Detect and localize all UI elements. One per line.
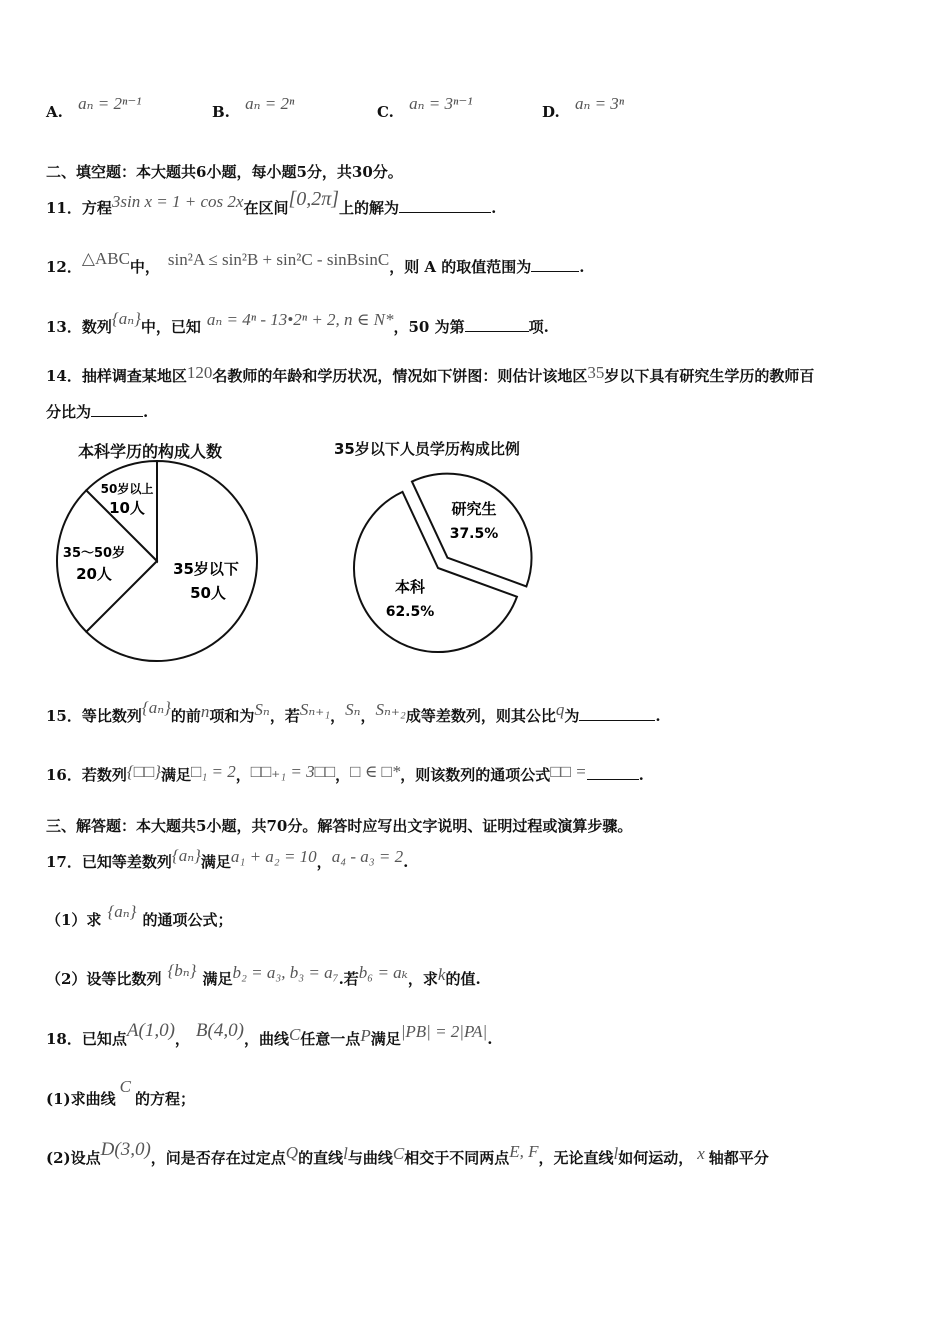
option-b-label: B. [212, 103, 230, 121]
q13-sequence: {aₙ} [111, 309, 141, 328]
chart2-slice-label-bachelor: 本科 [394, 578, 426, 596]
question-13 [46, 309, 549, 337]
q15-s: Sₙ [254, 700, 270, 719]
q18-sep: ， [174, 1030, 190, 1048]
question-17-part-2 [46, 961, 481, 989]
q13-text-4: 项. [528, 318, 549, 336]
question-17-part-1 [46, 902, 233, 930]
q18-p2-text-5: ，无论直线 [538, 1149, 614, 1167]
q17-p2-label: （2）设等比数列 [46, 970, 162, 988]
q15-s2: Sₙ [345, 700, 361, 719]
q16-condition-1: □₁ = 2 [191, 762, 236, 781]
q17-p2-text: 满足 [202, 970, 233, 988]
option-c-label: C. [377, 103, 394, 121]
q15-s3: Sₙ₊₂ [375, 700, 406, 719]
q17-p2-k: k [437, 965, 446, 984]
q11-text: 方程 [81, 199, 112, 217]
q14-number-120: 120 [186, 363, 213, 382]
q16-condition-2: □□₊₁ = 3□□ [250, 762, 336, 781]
pie-charts [0, 450, 950, 670]
q18-p2-text: ，问是否存在过定点 [150, 1149, 286, 1167]
q16-sequence: {□□} [126, 762, 162, 781]
q18-text-4: 满足 [370, 1030, 401, 1048]
q17-p2-text-4: 的值. [445, 970, 481, 988]
section2-heading: 二、填空题：本大题共6小题，每小题5分，共30分。 [46, 163, 403, 181]
q16-answer-blank [587, 778, 639, 780]
q17-p2-condition-2: b₆ = aₖ [358, 963, 408, 982]
q18-p2-text-6: 如何运动， [618, 1149, 694, 1167]
option-c [377, 94, 473, 122]
q14-text-3: 岁以下具有研究生学历的教师百 [604, 367, 815, 385]
q14-number: 14． [46, 367, 82, 385]
q16-number: 16． [46, 766, 82, 784]
question-17 [46, 846, 409, 872]
section3-heading: 三、解答题：本大题共5小题，共70分。解答时应写出文字说明、证明过程或演算步骤。 [46, 817, 633, 835]
q14-text-4: 分比为 [46, 403, 92, 421]
question-11 [46, 188, 497, 219]
q17-sep: ， [316, 853, 332, 871]
q18-p2-point-q: Q [285, 1143, 299, 1162]
q18-p2-text-4: 相交于不同两点 [404, 1149, 510, 1167]
q15-s1: Sₙ₊₁ [299, 700, 331, 719]
q18-p2-label: (2)设点 [46, 1149, 101, 1167]
question-18-part-1 [46, 1077, 195, 1109]
q16-text-2: 满足 [161, 766, 192, 784]
q18-p1-label: (1)求曲线 [46, 1090, 116, 1108]
q16-formula: □□ = [550, 762, 587, 781]
q17-sequence: {aₙ} [171, 846, 201, 865]
q12-inequality: sin²A ≤ sin²B + sin²C - sinBsinC [167, 250, 390, 269]
q15-sequence: {aₙ} [141, 698, 171, 717]
q18-curve-c: C [288, 1025, 301, 1044]
q13-text-3: ，50 为第 [393, 318, 465, 336]
q15-text-3: 项和为 [209, 707, 255, 725]
chart1-slice-value-under35: 50人 [190, 584, 226, 602]
q15-number: 15． [46, 707, 82, 725]
question-18-part-2 [46, 1139, 769, 1169]
q13-number: 13． [46, 318, 82, 336]
chart2-slice-value-grad: 37.5% [449, 526, 499, 542]
chart1-slice-value-35to50: 20人 [76, 565, 112, 583]
q16-end: . [638, 766, 644, 784]
question-18 [46, 1020, 493, 1050]
question-12 [46, 249, 585, 277]
q18-p2-curve-c: C [392, 1144, 405, 1163]
q11-interval: [0,2π] [288, 188, 340, 210]
q13-text-2: 中，已知 [140, 318, 201, 336]
chart2-title: 35岁以下人员学历构成比例 [334, 440, 520, 458]
q18-text: 已知点 [81, 1030, 127, 1048]
option-c-formula: aₙ = 3ⁿ⁻¹ [409, 94, 473, 113]
q13-answer-blank [465, 330, 529, 332]
option-a-formula: aₙ = 2ⁿ⁻¹ [78, 94, 142, 113]
q17-text: 已知等差数列 [81, 853, 172, 871]
q17-p2-text-2: .若 [338, 970, 359, 988]
q18-point-p: P [360, 1026, 371, 1045]
q16-text-3: ，则该数列的通项公式 [400, 766, 551, 784]
question-16 [46, 764, 644, 785]
option-b [212, 94, 295, 122]
q14-text: 抽样调查某地区 [81, 367, 187, 385]
chart2-slice-label-grad: 研究生 [451, 500, 497, 518]
q18-p1-curve-c: C [119, 1077, 131, 1096]
q18-p1-text: 的方程； [134, 1090, 195, 1108]
option-d [542, 94, 625, 122]
q11-text-3: 上的解为 [339, 199, 400, 217]
q18-p2-text-2: 的直线 [298, 1149, 344, 1167]
chart1-slice-value-50plus: 10人 [109, 499, 145, 517]
q12-end: . [579, 258, 585, 276]
option-d-label: D. [542, 103, 560, 121]
question-14 [46, 365, 814, 386]
q18-p2-point-d: D(3,0) [100, 1139, 151, 1160]
q17-number: 17． [46, 853, 82, 871]
q15-text-5: 成等差数列，则其公比 [405, 707, 556, 725]
q12-text: 中， [129, 258, 160, 276]
q18-condition: |PB| = 2|PA| [400, 1022, 488, 1041]
q13-formula: aₙ = 4ⁿ - 13•2ⁿ + 2, n ∈ N* [206, 310, 394, 329]
q15-text-4: ，若 [269, 707, 300, 725]
chart2-slice-value-bachelor: 62.5% [385, 604, 435, 620]
q18-text-2: ，曲线 [243, 1030, 289, 1048]
option-a-label: A. [46, 103, 63, 121]
q14-end: . [143, 403, 149, 421]
option-a [46, 94, 142, 122]
question-14-cont [46, 401, 148, 422]
q15-sep1: ， [330, 707, 346, 725]
q11-end: . [491, 199, 497, 217]
q15-text: 等比数列 [81, 707, 142, 725]
q16-text: 若数列 [81, 766, 127, 784]
q15-end: . [655, 707, 661, 725]
q18-p2-text-7: 轴都平分 [708, 1149, 769, 1167]
q18-point-b: B(4,0) [195, 1020, 244, 1041]
q17-text-2: 满足 [200, 853, 231, 871]
q18-end: . [487, 1030, 493, 1048]
q15-sep2: ， [360, 707, 376, 725]
q17-p1-label: （1）求 [46, 911, 102, 929]
q14-number-35: 35 [587, 363, 605, 382]
chart1-title: 本科学历的构成人数 [78, 442, 223, 461]
q12-triangle: △ABC [81, 249, 130, 268]
q18-p2-line-l2: l [613, 1144, 619, 1163]
q15-text-6: 为 [564, 707, 580, 725]
q14-answer-blank [91, 415, 143, 417]
option-b-formula: aₙ = 2ⁿ [245, 94, 295, 113]
q14-text-2: 名教师的年龄和学历状况，情况如下饼图：则估计该地区 [212, 367, 588, 385]
q15-text-2: 的前 [170, 707, 201, 725]
q11-text-2: 在区间 [243, 199, 289, 217]
question-15 [46, 698, 661, 726]
q17-p2-condition: b₂ = a₃, b₃ = a₇ [232, 963, 339, 982]
q18-text-3: 任意一点 [300, 1030, 361, 1048]
q11-answer-blank [399, 211, 491, 213]
q16-condition-3: □ ∈ □* [350, 762, 401, 781]
q18-p2-text-3: 与曲线 [347, 1149, 393, 1167]
q11-number: 11． [46, 199, 82, 217]
q18-point-a: A(1,0) [126, 1020, 175, 1041]
chart1-slice-label-35to50: 35～50岁 [62, 546, 126, 561]
q15-q: q [555, 700, 565, 719]
q13-text: 数列 [81, 318, 112, 336]
q18-number: 18． [46, 1030, 82, 1048]
q17-p1-sequence: {aₙ} [107, 902, 137, 921]
q15-answer-blank [579, 719, 655, 721]
q17-p2-text-3: ，求 [407, 970, 438, 988]
q17-condition-1: a₁ + a₂ = 10 [230, 847, 317, 866]
q15-n: n [200, 702, 210, 721]
q17-end: . [403, 853, 409, 871]
q12-answer-blank [531, 270, 579, 272]
q17-p1-text: 的通项公式； [142, 911, 233, 929]
pie-chart-2 [354, 474, 531, 652]
q17-p2-sequence: {bₙ} [167, 961, 197, 980]
q18-p2-points-ef: E, F [509, 1142, 539, 1161]
q18-p2-x-axis: x [697, 1144, 705, 1163]
q16-sep2: ， [335, 766, 351, 784]
option-d-formula: aₙ = 3ⁿ [574, 94, 625, 113]
q16-sep: ， [235, 766, 251, 784]
q18-p2-line-l: l [343, 1144, 348, 1163]
q17-condition-2: a₄ - a₃ = 2 [331, 847, 404, 866]
chart1-slice-label-under35: 35岁以下 [173, 560, 239, 578]
q12-text-2: ，则 A 的取值范围为 [389, 258, 532, 276]
q11-equation: 3sin x = 1 + cos 2x [111, 192, 244, 211]
chart1-slice-label-50plus: 50岁以上 [100, 482, 154, 496]
q12-number: 12． [46, 258, 82, 276]
